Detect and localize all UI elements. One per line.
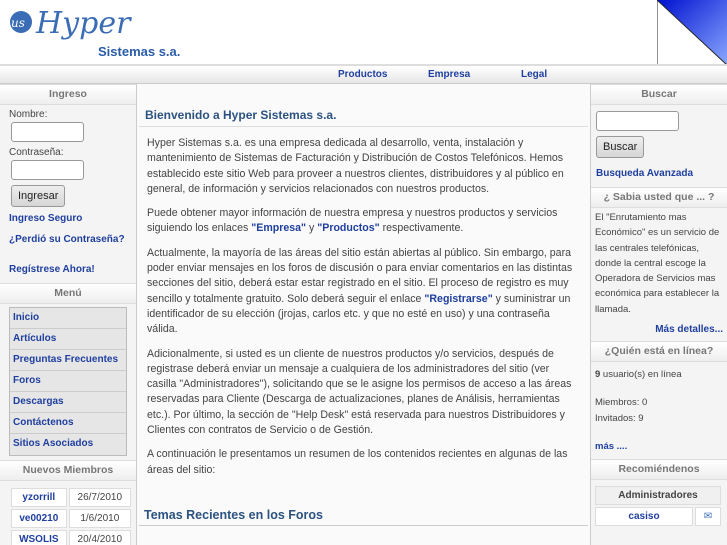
secure-login-link[interactable]: Ingreso Seguro: [9, 213, 83, 224]
table-row: [595, 507, 721, 526]
nav-legal[interactable]: Legal: [521, 69, 548, 80]
search-button[interactable]: Buscar: [596, 136, 644, 158]
page-curl-decoration: [657, 0, 727, 65]
menu-articulos[interactable]: Artículos: [13, 333, 57, 344]
online-count: 9: [595, 369, 601, 381]
right-sidebar: [590, 84, 727, 545]
clients-paragraph: Adicionalmente, si usted es un cliente de nuestros productos y/o servicios, después de registrase deberá enviar un mensaje a cualquiera de los administradores del sitio (ver casilla "Administradores"), solicitando que se le asigne los permisos de acceso a las áreas reservadas para Cliente (Descarga de actualizaciones, planes de Análisis, herramientas etc.). Por último, la sección de "Help Desk" está reservada para nuestros Distribuidores y Clientes con contratos de Servicio o de Gestión.: [147, 347, 572, 437]
table-row: [11, 488, 131, 507]
forgot-password-link[interactable]: ¿Perdió su Contraseña?: [9, 234, 125, 245]
recommend-header: Recomiéndenos: [591, 459, 727, 480]
page-title: Bienvenido a Hyper Sistemas s.a.: [139, 84, 588, 127]
member-link[interactable]: WSOLIS: [19, 534, 59, 545]
member-date: 1/6/2010: [69, 509, 131, 528]
name-input[interactable]: [11, 122, 84, 142]
member-link[interactable]: yzorrill: [22, 492, 56, 503]
productos-link[interactable]: "Productos": [317, 222, 380, 235]
new-members-table: [9, 486, 133, 545]
new-members-header: Nuevos Miembros: [0, 460, 136, 481]
more-details-link[interactable]: Más detalles...: [655, 324, 723, 336]
nav-empresa[interactable]: Empresa: [428, 69, 471, 80]
menu-header: Menú: [0, 283, 136, 304]
member-date: 26/7/2010: [69, 488, 131, 507]
admins-header: Administradores: [595, 486, 721, 505]
menu-preguntas-frecuentes[interactable]: Preguntas Frecuentes: [13, 354, 119, 365]
search-form: [591, 105, 727, 187]
main-content: [137, 84, 590, 545]
search-header: Buscar: [591, 84, 727, 105]
did-you-know-header: ¿ Sabia usted que ... ?: [591, 187, 727, 208]
empresa-link[interactable]: "Empresa": [251, 222, 307, 235]
menu-sitios-asociados[interactable]: Sitios Asociados: [13, 438, 94, 449]
password-label: Contraseña:: [9, 147, 64, 158]
left-sidebar: [0, 84, 137, 545]
online-members: Miembros: 0: [595, 397, 648, 409]
table-row: [11, 530, 131, 545]
admin-link[interactable]: casiso: [628, 511, 660, 523]
menu-descargas[interactable]: Descargas: [13, 396, 64, 407]
did-you-know-text: El "Enrutamiento mas Económico" es un servicio de las centrales telefónicas, donde la central escoge la Operadora de Servicios mas económica para establecer la llamada.: [595, 212, 720, 315]
name-label: Nombre:: [9, 109, 48, 120]
menu-inicio[interactable]: Inicio: [13, 312, 40, 323]
registration-paragraph: Actualmente, la mayoría de las áreas del sitio están abiertas al público. Sin embargo, para poder enviar mensajes en los foros de discusión o para enviar comentarios en las distintas secciones del sitio, deberá estar estar registrado en el sitio. El proceso de registro es muy sencillo y totalmente gratuito. Solo deberá seguir el enlace "Registrarse" y suministrar un identificador de su elección (jrojas, carlos etc. y que no esté en uso) y una contraseña válida.: [147, 246, 573, 336]
message-icon[interactable]: ✉: [695, 507, 721, 526]
intro-paragraph: Hyper Sistemas s.a. es una empresa dedicada al desarrollo, venta, instalación y mantenimiento de Sistemas de Facturación y Distribución de Costos Telefónicos. Hemos establecido este sitio Web para proveer a nuestros clientes, distribuidores y al público en general, de información y servicios relacionados con nuestros productos.: [147, 137, 564, 195]
registrarse-link[interactable]: "Registrarse": [424, 292, 493, 305]
hyper-sistemas-logo[interactable]: [8, 6, 208, 60]
member-date: 20/4/2010: [69, 530, 131, 545]
search-input[interactable]: [596, 111, 679, 131]
login-header: Ingreso: [0, 84, 136, 105]
main-menu: [9, 307, 127, 456]
svg-text:Hyper: Hyper: [36, 6, 131, 41]
menu-foros[interactable]: Foros: [13, 375, 41, 386]
register-link[interactable]: Regístrese Ahora!: [9, 264, 95, 275]
login-form: [0, 105, 136, 283]
menu-contactenos[interactable]: Contáctenos: [13, 417, 74, 428]
admins-table: [593, 484, 723, 528]
login-button[interactable]: Ingresar: [11, 185, 65, 207]
password-input[interactable]: [11, 160, 84, 180]
who-online-header: ¿Quién está en línea?: [591, 341, 727, 362]
links-paragraph: Puede obtener mayor información de nuestra empresa y nuestros productos y servicios siguiendo los enlaces "Empresa" y "Productos" respectivamente.: [147, 207, 558, 235]
header: [0, 0, 727, 65]
who-online-box: 9 usuario(s) en línea Miembros: 0 Invitados: 9 más ....: [591, 362, 727, 459]
online-guests: Invitados: 9: [595, 412, 644, 424]
svg-text:Sistemas s.a.: Sistemas s.a.: [98, 44, 181, 59]
advanced-search-link[interactable]: Busqueda Avanzada: [596, 168, 694, 179]
forums-section-title: Temas Recientes en los Foros: [139, 508, 588, 526]
table-row: [11, 509, 131, 528]
member-link[interactable]: ve00210: [19, 513, 59, 524]
summary-paragraph: A continuación le presentamos un resumen de los contenidos recientes en algunas de las áreas del sitio:: [147, 448, 568, 476]
online-more-link[interactable]: más ....: [595, 440, 628, 452]
top-nav: [0, 64, 727, 84]
svg-text:us: us: [11, 16, 25, 30]
nav-productos[interactable]: Productos: [338, 69, 388, 80]
